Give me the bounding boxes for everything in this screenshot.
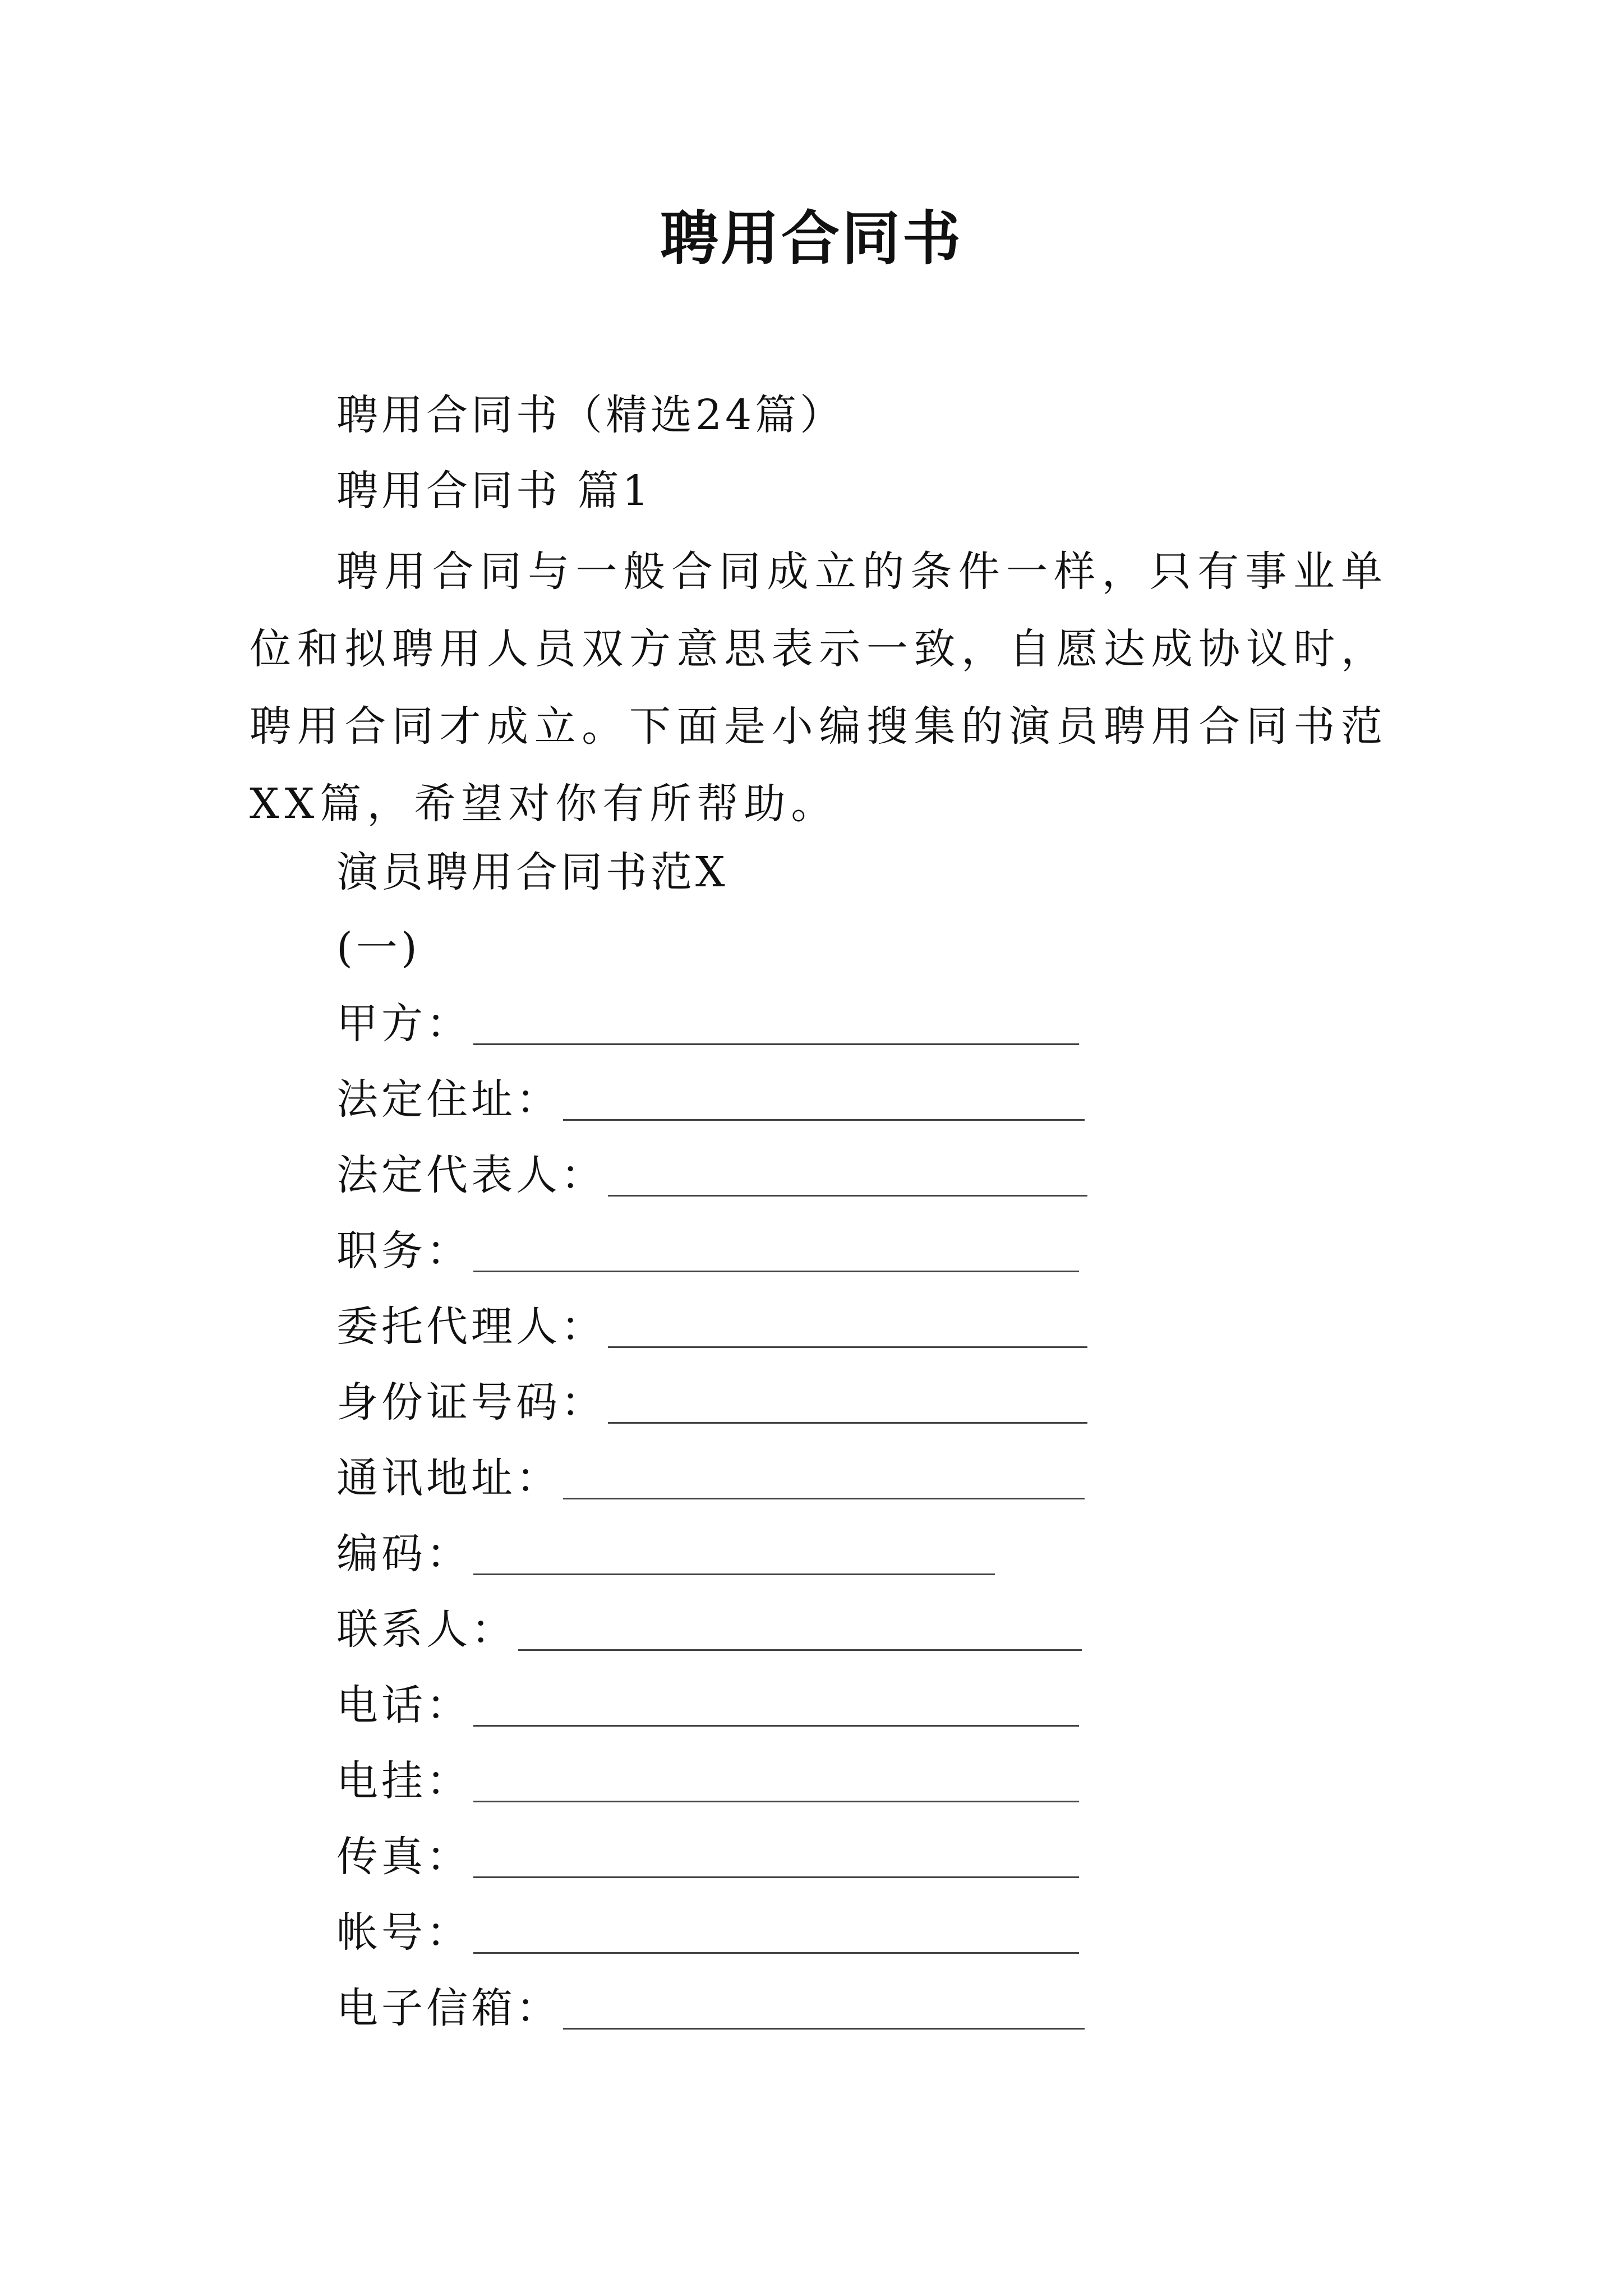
field-label: 电挂： xyxy=(336,1757,471,1805)
fill-in-line xyxy=(473,1725,1079,1727)
document-title: 聘用合同书 xyxy=(660,204,963,273)
fill-in-line xyxy=(473,1876,1079,1878)
fill-in-line xyxy=(473,1801,1079,1802)
form-field-id-number xyxy=(336,1374,1087,1430)
document-subtitle: 聘用合同书（精选24篇） xyxy=(336,391,845,439)
fill-in-line xyxy=(473,1573,995,1575)
fill-in-line xyxy=(563,1119,1085,1121)
field-label: 身份证号码： xyxy=(336,1378,606,1427)
form-field-authorized-agent xyxy=(336,1299,1087,1355)
form-field-legal-representative xyxy=(336,1147,1087,1203)
part-number: (一) xyxy=(336,924,421,972)
form-field-party-a xyxy=(336,996,1079,1052)
form-field-account-number xyxy=(336,1904,1079,1961)
field-label: 帐号： xyxy=(336,1908,471,1957)
field-label: 传真： xyxy=(336,1833,471,1881)
form-field-phone xyxy=(336,1677,1079,1733)
intro-paragraph: 聘用合同与一般合同成立的条件一样，只有事业单位和拟聘用人员双方意思表示一致，自愿达成协议时，聘用合同才成立。下面是小编搜集的演员聘用合同书范XX篇，希望对你有所帮助。 xyxy=(250,547,1388,828)
field-label: 编码： xyxy=(336,1530,471,1578)
field-label: 法定代表人： xyxy=(336,1151,606,1199)
form-field-position xyxy=(336,1223,1079,1279)
fill-in-line xyxy=(608,1422,1087,1424)
field-label: 电子信箱： xyxy=(336,1984,561,2032)
fill-in-line xyxy=(473,1952,1079,1954)
field-label: 联系人： xyxy=(336,1605,516,1654)
form-field-telegraph xyxy=(336,1753,1079,1809)
section-heading: 聘用合同书 篇1 xyxy=(336,467,652,515)
sample-title: 演员聘用合同书范X xyxy=(336,848,728,896)
fill-in-line xyxy=(473,1043,1079,1045)
field-label: 甲方： xyxy=(336,1000,471,1048)
field-label: 通讯地址： xyxy=(336,1454,561,1502)
form-field-email xyxy=(336,1980,1085,2036)
field-label: 职务： xyxy=(336,1227,471,1275)
fill-in-line xyxy=(518,1649,1082,1651)
form-field-fax xyxy=(336,1829,1079,1885)
field-label: 委托代理人： xyxy=(336,1303,606,1351)
fill-in-line xyxy=(473,1271,1079,1272)
form-field-legal-address xyxy=(336,1071,1085,1128)
fill-in-line xyxy=(608,1195,1087,1197)
fill-in-line xyxy=(563,1498,1085,1499)
field-label: 电话： xyxy=(336,1681,471,1729)
fill-in-line xyxy=(608,1346,1087,1348)
field-label: 法定住址： xyxy=(336,1075,561,1124)
form-field-mailing-address xyxy=(336,1450,1085,1506)
form-field-contact-person xyxy=(336,1602,1082,1658)
fill-in-line xyxy=(563,2028,1085,2030)
form-field-postal-code xyxy=(336,1526,995,1582)
